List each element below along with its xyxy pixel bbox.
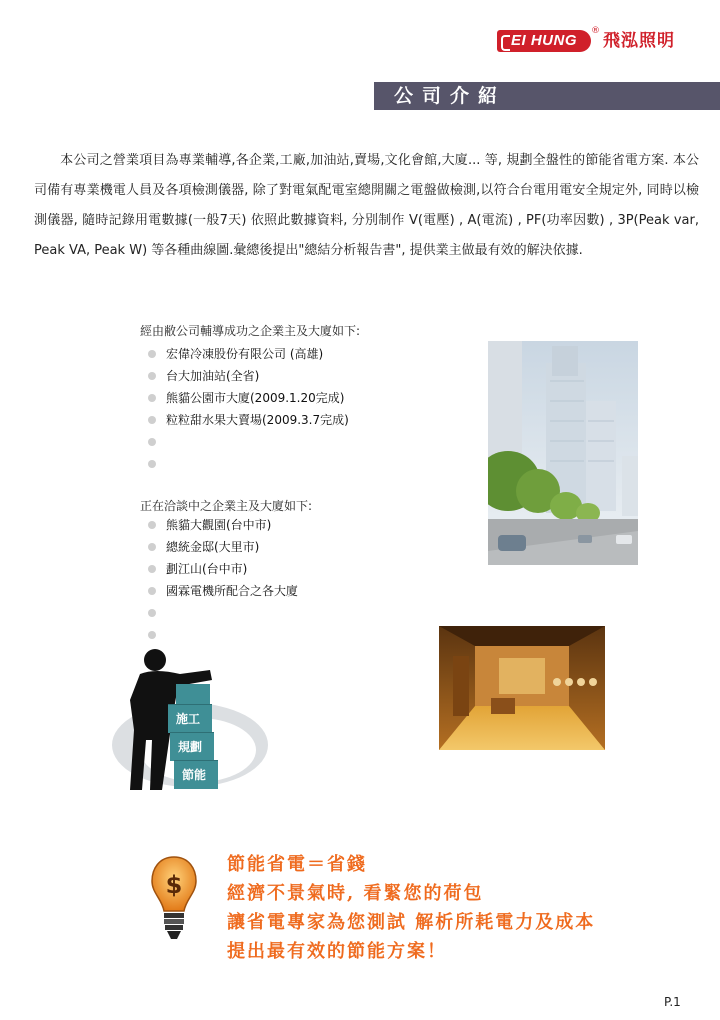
light-bulb-dollar-icon (150, 855, 198, 941)
list-item (148, 453, 349, 475)
list-item: 劃江山(台中市) (148, 558, 298, 580)
city-street-photo (488, 341, 638, 565)
slogan-line-3: 讓省電專家為您測試 解析所耗電力及成本 (227, 912, 596, 933)
bullet-dot (148, 350, 156, 358)
negotiating-list-title: 正在洽談中之企業主及大廈如下: (140, 499, 313, 513)
lobby-photo (439, 626, 605, 750)
bullet-dot (148, 460, 156, 468)
svg-text:$: $ (165, 871, 183, 899)
bullet-dot (148, 609, 156, 617)
brand-logo (497, 30, 591, 52)
logo-brand-text: EI HUNG (511, 32, 578, 49)
box-construction: 施工 (168, 704, 212, 733)
man-with-boxes-illustration (110, 640, 280, 805)
slogan-block (227, 850, 595, 966)
slogan-line-2: 經濟不景氣時, 看緊您的荷包 (227, 883, 484, 904)
bullet-dot (148, 521, 156, 529)
list-item: 熊貓大觀園(台中市) (148, 514, 298, 536)
list-item: 熊貓公園市大廈(2009.1.20完成) (148, 387, 349, 409)
list-item: 台大加油站(全省) (148, 365, 349, 387)
intro-text: 本公司之營業項目為專業輔導,各企業,工廠,加油站,賣場,文化會館,大廈... 等, 規劃全盤性的節能省電方案. 本公司備有專業機電人員及各項檢測儀器, 除了對電氣配電室總開關之電盤做檢測,以符合台電用電安全規定外, 同時以檢測儀器, 隨時記錄用電數據(一般7天) 依照此數據資料, 分別制作 V(電壓) , A(電流) , PF(功率因數) , 3P(Peak var, Peak VA, Peak W) 等各種曲線圖.彙總後提出"總結分析報告書", 提供業主做最有效的解決依據. (34, 153, 699, 258)
bullet-dot (148, 372, 156, 380)
slogan-line-4: 提出最有效的節能方案！ (227, 941, 447, 962)
list-item: 總統金邸(大里市) (148, 536, 298, 558)
slogan-line-1: 節能省電＝省錢 (227, 854, 367, 875)
intro-paragraph (34, 146, 699, 266)
registered-mark: ® (591, 26, 600, 36)
top-box (176, 684, 210, 704)
bullet-dot (148, 438, 156, 446)
box-planning: 規劃 (170, 732, 214, 761)
list-item (148, 431, 349, 453)
bullet-dot (148, 543, 156, 551)
page-title: 公司介紹 (394, 85, 507, 107)
negotiating-list (148, 514, 298, 646)
bullet-dot (148, 394, 156, 402)
list-item (148, 602, 298, 624)
bullet-dot (148, 416, 156, 424)
success-list-title: 經由敝公司輔導成功之企業主及大廈如下: (140, 324, 361, 338)
bullet-dot (148, 631, 156, 639)
logo-chinese-name: 飛泓照明 (603, 31, 675, 51)
page-number: P.1 (664, 995, 681, 1009)
list-item: 國霖電機所配合之各大廈 (148, 580, 298, 602)
success-list (148, 343, 349, 475)
bullet-dot (148, 565, 156, 573)
box-energy-saving: 節能 (174, 760, 218, 789)
list-item: 粒粒甜水果大賣場(2009.3.7完成) (148, 409, 349, 431)
bullet-dot (148, 587, 156, 595)
list-item: 宏偉冷凍股份有限公司 (高雄) (148, 343, 349, 365)
